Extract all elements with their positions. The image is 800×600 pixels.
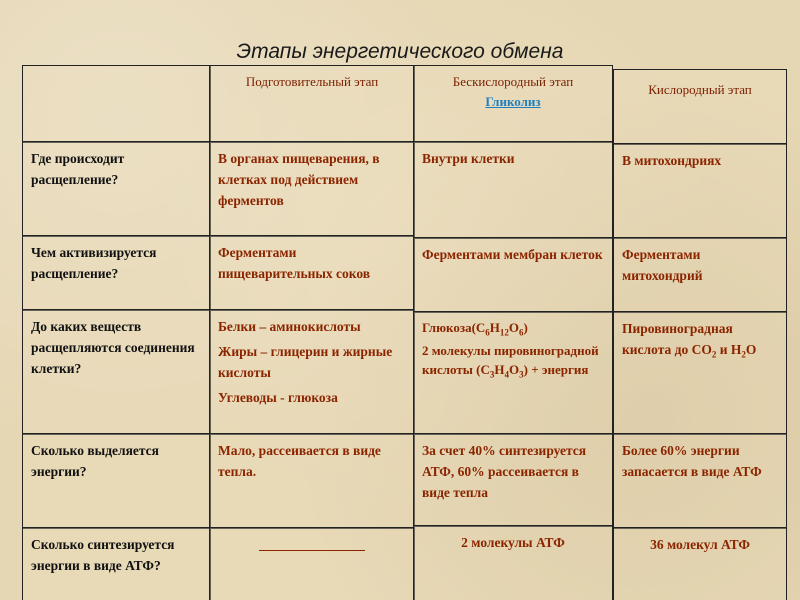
stage1-column bbox=[209, 65, 415, 600]
stage2-text: За счет 40% синтезируется АТФ, 60% рассеивается в виде тепла bbox=[422, 443, 587, 500]
stage3-cell bbox=[613, 527, 787, 600]
question-cell bbox=[22, 235, 211, 311]
stage1-cell bbox=[209, 235, 415, 311]
stage1-header bbox=[209, 65, 415, 143]
stage2-cell bbox=[413, 237, 613, 313]
stage3-header bbox=[613, 69, 787, 145]
page-title: Этапы энергетического обмена bbox=[236, 40, 564, 63]
questions-column bbox=[22, 65, 211, 600]
stage2-text: 2 молекулы АТФ bbox=[461, 535, 565, 550]
pyruvate-text: 2 молекулы пировиноградной кислоты $(С_3Н_4О_3)$ + энергия bbox=[422, 343, 599, 380]
stage1-fats-text: Жиры – глицерин и жирные кислоты bbox=[218, 344, 393, 380]
stage3-text: В митохондриях bbox=[622, 153, 722, 168]
stage2-header-text: Бескислородный этап bbox=[452, 74, 574, 89]
stage2-cell bbox=[413, 433, 613, 527]
stage1-cell bbox=[209, 527, 415, 600]
stage1-cell bbox=[209, 141, 415, 237]
header-empty-cell bbox=[22, 65, 211, 143]
question-text: Где происходит расщепление? bbox=[31, 151, 125, 187]
glucose-formula: $Глюкоза(С_6Н_{12}О_6)$ bbox=[422, 320, 528, 338]
stage2-header bbox=[413, 65, 613, 143]
stage2-cell bbox=[413, 525, 613, 600]
stage3-text: 36 молекул АТФ bbox=[650, 537, 750, 552]
pyruvate-breakdown-text: Пировиноградная кислота до $СО_2$ и $Н_2О$ bbox=[622, 321, 757, 360]
stage3-cell bbox=[613, 237, 787, 313]
question-text: Сколько синтезируется энергии в виде АТФ? bbox=[31, 537, 175, 573]
stage1-cell bbox=[209, 309, 415, 435]
question-cell bbox=[22, 141, 211, 237]
stage1-carbs-text: Углеводы - глюкоза bbox=[218, 390, 338, 405]
question-text: Сколько выделяется энергии? bbox=[31, 443, 159, 479]
stage3-cell bbox=[613, 433, 787, 529]
stage2-column bbox=[413, 65, 613, 600]
question-text: До каких веществ расщепляются соединения клетки? bbox=[31, 319, 195, 376]
stage1-text: Мало, рассеивается в виде тепла. bbox=[218, 443, 381, 479]
glycolysis-link[interactable]: Гликолиз bbox=[485, 94, 541, 109]
stage2-cell bbox=[413, 141, 613, 239]
stage2-cell bbox=[413, 311, 613, 435]
stage3-text: Ферментами митохондрий bbox=[622, 247, 703, 283]
stage2-text: Внутри клетки bbox=[422, 151, 515, 166]
stage1-cell bbox=[209, 433, 415, 529]
question-cell bbox=[22, 433, 211, 529]
question-cell bbox=[22, 527, 211, 600]
stage1-proteins-text: Белки – аминокислоты bbox=[218, 319, 361, 334]
stage3-cell bbox=[613, 311, 787, 435]
stage1-text: Ферментами пищеварительных соков bbox=[218, 245, 371, 281]
question-text: Чем активизируется расщепление? bbox=[31, 245, 157, 281]
stage3-cell bbox=[613, 143, 787, 239]
stage3-text: Более 60% энергии запасается в виде АТФ bbox=[622, 443, 762, 479]
stage3-header-text: Кислородный этап bbox=[648, 82, 752, 97]
question-cell bbox=[22, 309, 211, 435]
stage1-text: В органах пищеварения, в клетках под действием ферментов bbox=[218, 151, 380, 208]
stage1-header-text: Подготовительный этап bbox=[245, 74, 379, 89]
stage3-column bbox=[613, 65, 787, 600]
stage2-text: Ферментами мембран клеток bbox=[422, 247, 603, 262]
blank-line bbox=[259, 550, 365, 551]
